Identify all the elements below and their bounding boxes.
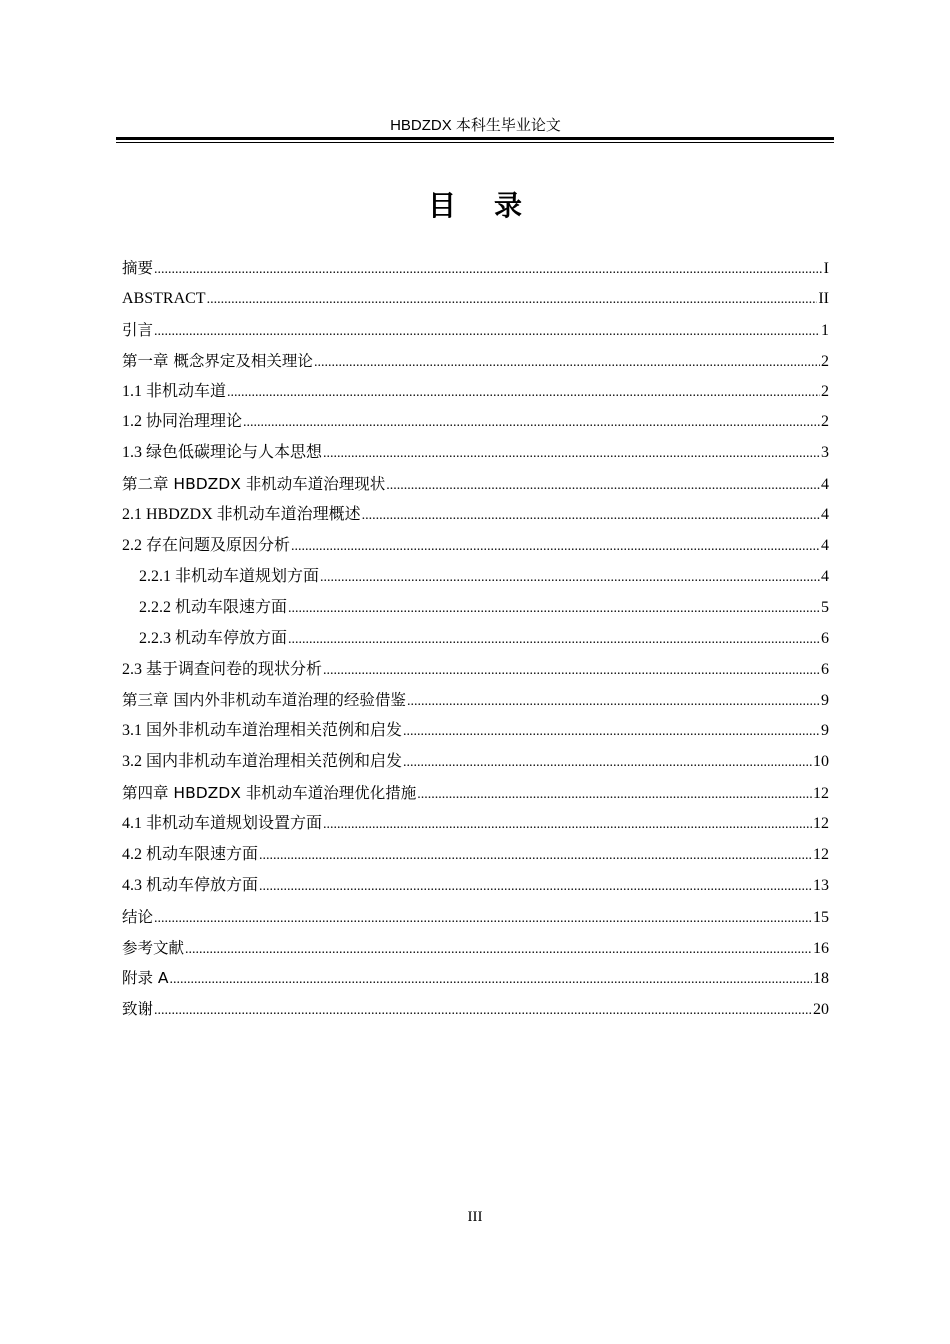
toc-leader-dots [314, 348, 820, 379]
toc-leader-dots [170, 965, 812, 996]
header-rule-thin [116, 142, 834, 143]
running-header: HBDZDX 本科生毕业论文 [390, 117, 561, 134]
toc-leader-dots [154, 317, 820, 348]
toc-entry-3-2[interactable] [122, 747, 829, 778]
toc-entry-page: 16 [813, 939, 829, 957]
toc-entry-label: ABSTRACT [122, 289, 206, 307]
toc-entry-2-2-2[interactable] [122, 593, 829, 624]
toc-entry-label: 4.1 非机动车道规划设置方面 [122, 815, 323, 833]
toc-entry-label: 3.1 国外非机动车道治理相关范例和启发 [122, 722, 403, 740]
toc-leader-dots [403, 717, 820, 748]
toc-entry-label: 2.2 存在问题及原因分析 [122, 537, 291, 555]
toc-entry-chapter-2[interactable] [122, 469, 829, 500]
toc-entry-conclusion[interactable] [122, 902, 829, 933]
toc-entry-page: 4 [821, 537, 829, 555]
page-number: III [467, 1209, 483, 1225]
toc-leader-dots [320, 563, 820, 594]
toc-leader-dots [154, 904, 812, 935]
toc-entry-2-2-1[interactable] [122, 562, 829, 593]
table-of-contents [122, 253, 829, 1025]
toc-entry-page: 3 [821, 444, 829, 462]
toc-entry-page: 6 [821, 660, 829, 678]
toc-entry-label: 第三章 国内外非机动车道治理的经验借鉴 [122, 691, 406, 710]
toc-entry-page: II [818, 289, 829, 307]
toc-entry-label: 1.3 绿色低碳理论与人本思想 [122, 444, 323, 462]
header-rule-thick [116, 137, 834, 140]
toc-entry-page: 4 [821, 476, 829, 494]
toc-entry-page: 18 [813, 970, 829, 988]
toc-entry-page: 2 [821, 413, 829, 431]
toc-entry-page: 12 [813, 785, 829, 803]
toc-title: 目录 [427, 189, 560, 222]
toc-entry-page: 5 [821, 598, 829, 616]
toc-entry-references[interactable] [122, 933, 829, 964]
toc-entry-label: 1.2 协同治理理论 [122, 413, 243, 431]
toc-leader-dots [259, 872, 812, 903]
toc-leader-dots [291, 532, 820, 563]
toc-leader-dots [323, 810, 812, 841]
toc-leader-dots [185, 935, 812, 966]
toc-leader-dots [227, 378, 820, 409]
toc-entry-page: 12 [813, 845, 829, 863]
toc-entry-page: 20 [813, 1001, 829, 1019]
toc-entry-page: I [823, 260, 829, 277]
toc-entry-2-3[interactable] [122, 655, 829, 686]
toc-entry-label: 2.2.3 机动车停放方面 [139, 629, 288, 647]
toc-entry-page: 9 [821, 692, 829, 710]
toc-entry-label: 第二章 HBDZDX 非机动车道治理现状 [122, 475, 386, 494]
toc-entry-page: 9 [821, 722, 829, 740]
toc-entry-page: 4 [821, 567, 829, 585]
toc-entry-2-1[interactable] [122, 500, 829, 531]
toc-entry-label: 第四章 HBDZDX 非机动车道治理优化措施 [122, 784, 417, 803]
toc-entry-label: 3.2 国内非机动车道治理相关范例和启发 [122, 753, 403, 771]
toc-entry-page: 2 [821, 352, 829, 370]
toc-entry-acknowledgements[interactable] [122, 994, 829, 1025]
toc-entry-3-1[interactable] [122, 716, 829, 747]
toc-entry-page: 12 [813, 815, 829, 833]
toc-entry-appendix-a[interactable] [122, 963, 829, 994]
toc-leader-dots [407, 687, 820, 718]
toc-leader-dots [259, 841, 812, 872]
toc-leader-dots [243, 408, 820, 439]
toc-entry-chapter-3[interactable] [122, 685, 829, 716]
toc-entry-page: 4 [821, 506, 829, 524]
toc-entry-chapter-1[interactable] [122, 346, 829, 377]
toc-entry-label: 2.3 基于调查问卷的现状分析 [122, 660, 323, 678]
toc-entry-4-2[interactable] [122, 840, 829, 871]
toc-entry-2-2-3[interactable] [122, 624, 829, 655]
toc-entry-label: 第一章 概念界定及相关理论 [122, 351, 313, 370]
toc-entry-1-2[interactable] [122, 407, 829, 438]
toc-entry-2-2[interactable] [122, 531, 829, 562]
toc-leader-dots [323, 656, 820, 687]
toc-entry-label: 4.3 机动车停放方面 [122, 876, 259, 894]
toc-leader-dots [207, 285, 818, 316]
toc-entry-label: 附录 A [122, 969, 169, 988]
toc-entry-chapter-4[interactable] [122, 778, 829, 809]
toc-entry-1-1[interactable] [122, 377, 829, 408]
toc-leader-dots [154, 996, 812, 1027]
toc-entry-abstract-cn[interactable] [122, 253, 829, 284]
toc-entry-label: 1.1 非机动车道 [122, 382, 227, 400]
toc-entry-label: 致谢 [122, 1000, 154, 1019]
toc-entry-page: 13 [813, 876, 829, 894]
toc-leader-dots [288, 625, 820, 656]
toc-entry-introduction[interactable] [122, 315, 829, 346]
toc-leader-dots [386, 471, 820, 502]
toc-entry-1-3[interactable] [122, 438, 829, 469]
toc-leader-dots [288, 594, 820, 625]
toc-entry-page: 10 [813, 753, 829, 771]
toc-entry-label: 2.2.1 非机动车道规划方面 [139, 567, 320, 585]
toc-entry-label: 参考文献 [122, 938, 185, 957]
toc-entry-label: 4.2 机动车限速方面 [122, 845, 259, 863]
toc-entry-page: 2 [821, 382, 829, 400]
toc-entry-4-3[interactable] [122, 871, 829, 902]
toc-entry-page: 6 [821, 629, 829, 647]
toc-leader-dots [323, 439, 820, 470]
toc-entry-label: 2.2.2 机动车限速方面 [139, 598, 288, 616]
toc-entry-label: 结论 [122, 907, 154, 926]
toc-entry-label: 引言 [122, 320, 154, 339]
toc-entry-page: 1 [821, 321, 829, 339]
toc-leader-dots [417, 780, 812, 811]
toc-entry-page: 15 [813, 908, 829, 926]
toc-entry-4-1[interactable] [122, 809, 829, 840]
toc-entry-label: 摘要 [122, 259, 154, 277]
toc-leader-dots [403, 748, 812, 779]
toc-leader-dots [362, 501, 820, 532]
toc-entry-abstract-en[interactable] [122, 284, 829, 315]
toc-leader-dots [154, 255, 823, 286]
toc-entry-label: 2.1 HBDZDX 非机动车道治理概述 [122, 506, 361, 524]
